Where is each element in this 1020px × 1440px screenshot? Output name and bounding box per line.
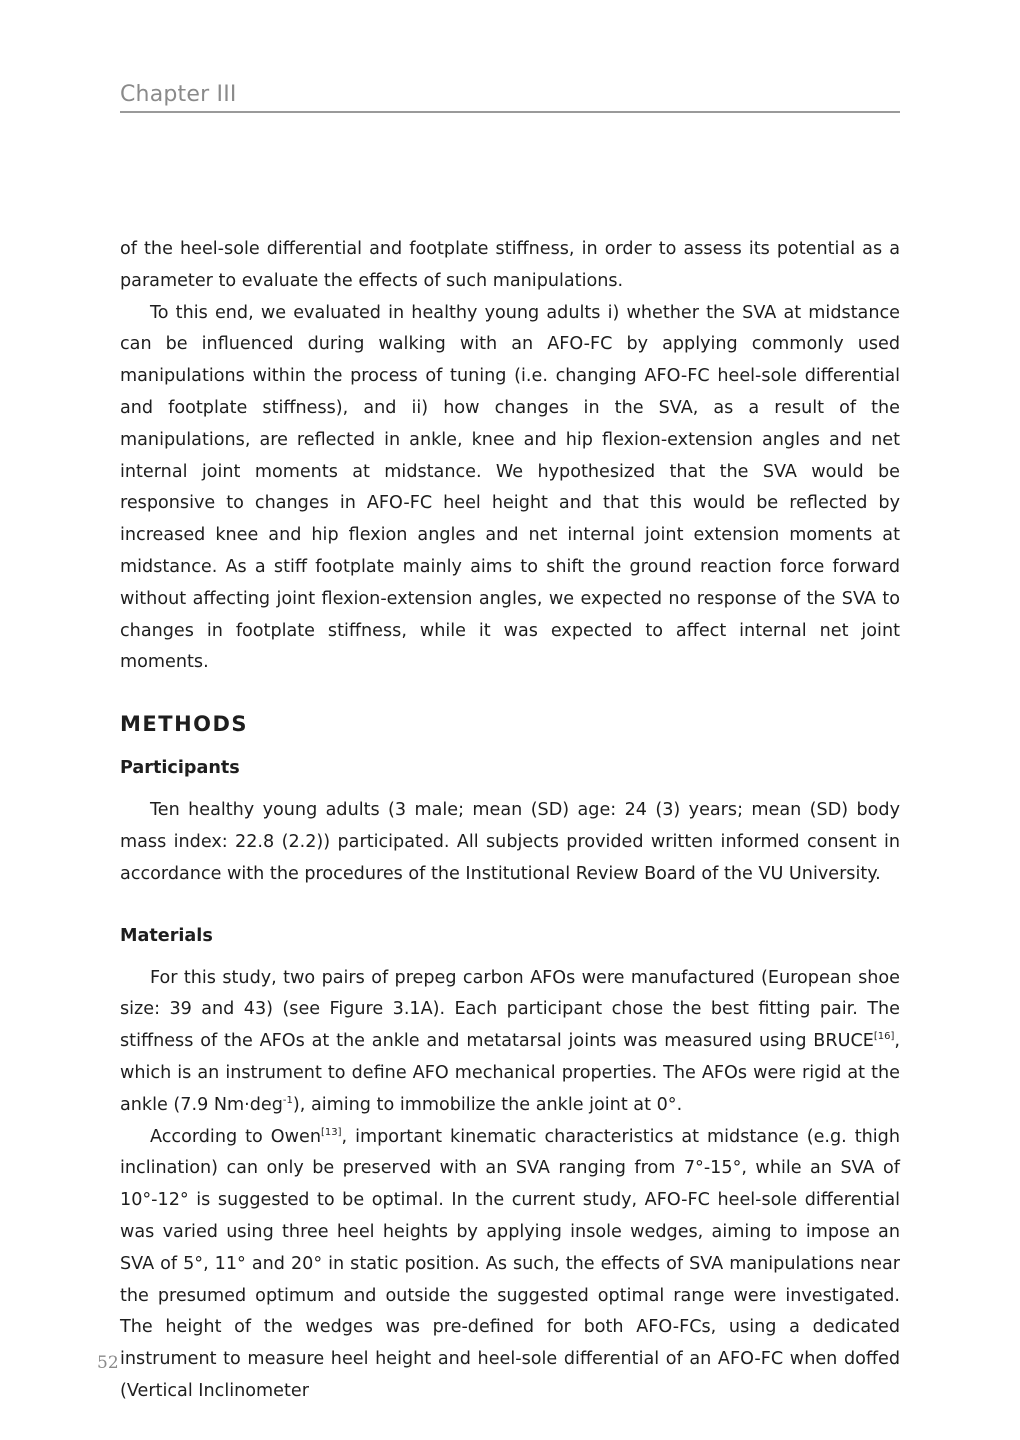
text-run: , important kinematic characteristics at midstance (e.g. thigh inclination) can only be preserved with an SVA ranging from 7°-15°, while an SVA of 10°-12° is suggested to be optimal. In the current study, AFO-FC heel-sole differential was varied using three heel heights by applying insole wedges, aiming to impose an SVA of 5°, 11° and 20° in static position. As such, the effects of SVA manipulations near the presumed optimum and outside the suggested optimal range were investigated. The height of the wedges was pre-defined for both AFO-FCs, using a dedicated instrument to measure heel height and heel-sole differential of an AFO-FC when doffed (Vertical Inclinometer xyxy=(120,1126,901,1401)
subheading-participants: Participants xyxy=(120,758,240,779)
paragraph-materials-sva xyxy=(120,1122,900,1408)
subheading-materials: Materials xyxy=(120,925,213,946)
text-run: ), aiming to immobilize the ankle joint at 0°. xyxy=(292,1094,683,1115)
unit-exponent: -1 xyxy=(282,1094,293,1106)
citation-ref-13: [13] xyxy=(321,1126,342,1138)
paragraph-study-aims: To this end, we evaluated in healthy young adults i) whether the SVA at midstance can be influenced during walking with an AFO-FC by applying commonly used manipulations within the process of tuning (i.e. changing AFO-FC heel-sole differential and footplate stiffness), and ii) how changes in the SVA, as a result of the manipulations, are reflected in ankle, knee and hip flexion-extension angles and net internal joint moments at midstance. We hypothesized that the SVA would be responsive to changes in AFO-FC heel height and that this would be reflected by increased knee and hip flexion angles and net internal joint extension moments at midstance. As a stiff footplate mainly aims to shift the ground reaction force forward without affecting joint flexion-extension angles, we expected no response of the SVA to changes in footplate stiffness, while it was expected to affect internal net joint moments. xyxy=(120,302,900,673)
text-run: According to Owen xyxy=(150,1126,321,1147)
page-body xyxy=(120,234,900,1408)
paragraph-intro-continued: of the heel-sole differential and footplate stiffness, in order to assess its potential as a parameter to evaluate the effects of such manipulations. xyxy=(120,239,900,291)
paragraph-participants: Ten healthy young adults (3 male; mean (SD) age: 24 (3) years; mean (SD) body mass index: 22.8 (2.2)) participated. All subjects provided written informed consent in accordance with the procedures of the Institutional Review Board of the VU University. xyxy=(120,800,900,884)
running-head-chapter: Chapter III xyxy=(120,80,900,113)
section-heading-methods: METHODS xyxy=(120,712,249,737)
page-number: 52 xyxy=(97,1353,119,1373)
text-run: For this study, two pairs of prepeg carbon AFOs were manufactured (European shoe size: 39 and 43) (see Figure 3.1A). Each participant chose the best fitting pair. The stiffness of the AFOs at the ankle and metatarsal joints was measured using BRUCE xyxy=(120,967,900,1052)
citation-ref-16: [16] xyxy=(873,1031,895,1043)
paragraph-materials-afo xyxy=(120,963,900,1122)
text-run: , which is an instrument to define AFO mechanical properties. The AFOs were rigid at the ankle (7.9 Nm·deg xyxy=(120,1031,900,1115)
